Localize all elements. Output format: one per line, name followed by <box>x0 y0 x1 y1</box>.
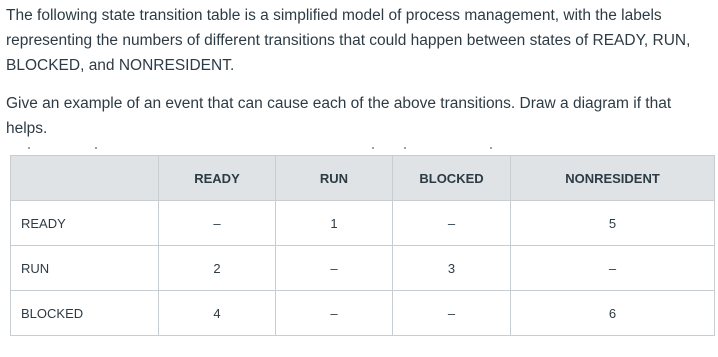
table-cell: – <box>276 246 393 291</box>
state-transition-table-container <box>10 155 714 336</box>
table-cell: – <box>393 291 511 336</box>
table-cell: 1 <box>276 201 393 246</box>
state-transition-table <box>10 155 715 336</box>
question-paragraph-1: The following state transition table is a simplified model of process management, with the labels representing the numbers of different transitions that could happen between states of READY, RUN, BLOCKED, and NONRESIDENT. <box>6 7 691 74</box>
table-cell: 6 <box>511 291 715 336</box>
table-header-row <box>11 156 715 201</box>
column-header-ready: READY <box>159 156 276 201</box>
column-header-nonresident: NONRESIDENT <box>511 156 715 201</box>
decorative-marks <box>0 147 718 153</box>
table-cell: 4 <box>159 291 276 336</box>
table-cell: 5 <box>511 201 715 246</box>
table-row <box>11 201 715 246</box>
table-row <box>11 246 715 291</box>
table-cell: – <box>511 246 715 291</box>
question-paragraph-2: Give an example of an event that can cause each of the above transitions. Draw a diagram if that helps. <box>6 95 672 137</box>
table-cell: – <box>159 201 276 246</box>
row-label-ready: READY <box>11 201 159 246</box>
table-corner-cell <box>11 156 159 201</box>
table-cell: 2 <box>159 246 276 291</box>
table-cell: – <box>393 201 511 246</box>
row-label-run: RUN <box>11 246 159 291</box>
column-header-run: RUN <box>276 156 393 201</box>
table-cell: 3 <box>393 246 511 291</box>
column-header-blocked: BLOCKED <box>393 156 511 201</box>
row-label-blocked: BLOCKED <box>11 291 159 336</box>
table-row <box>11 291 715 336</box>
question-text <box>6 3 714 141</box>
table-cell: – <box>276 291 393 336</box>
